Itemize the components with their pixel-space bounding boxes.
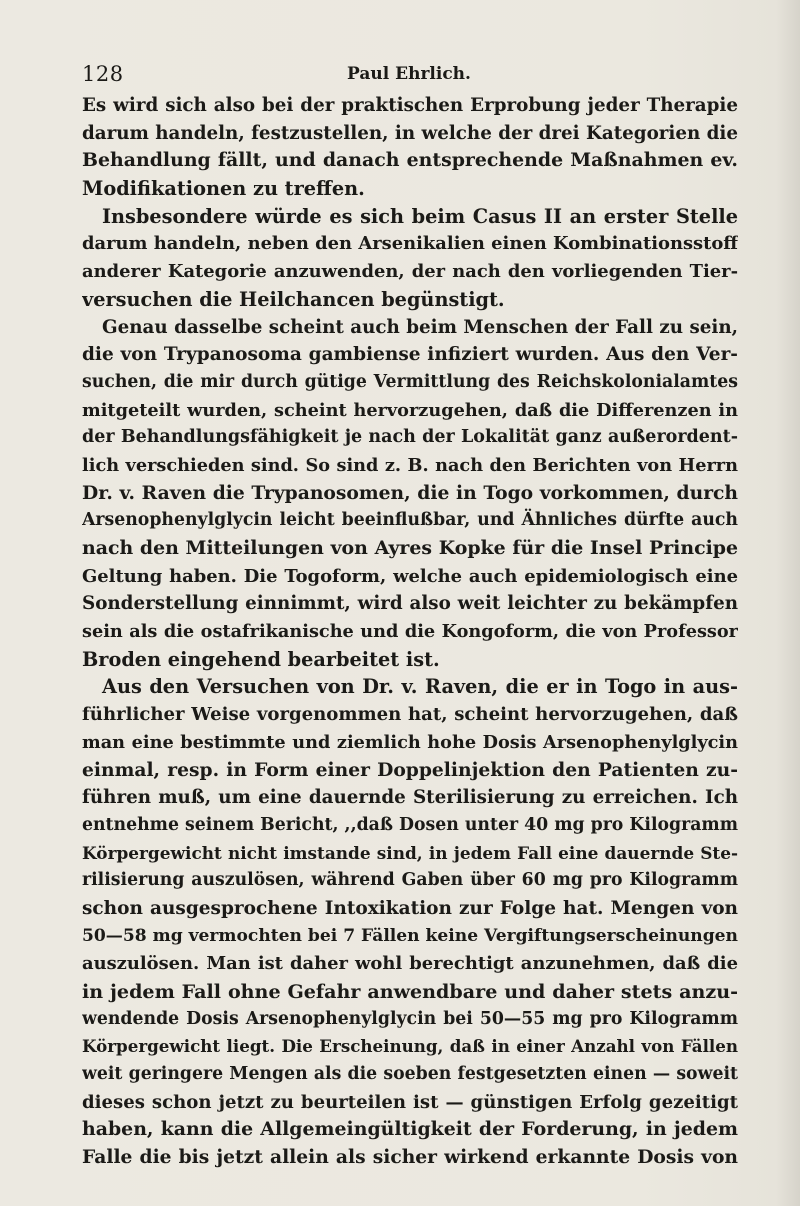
running-head: Paul Ehrlich. [347,64,471,84]
text-line: führen muß, um eine dauernde Sterilisierung zu erreichen. Ich [82,787,738,809]
text-line: rilisierung auszulösen, während Gaben über 60 mg pro Kilogramm [82,870,738,891]
text-line: Es wird sich also bei der praktischen Erprobung jeder Therapie [82,95,738,116]
text-line: suchen, die mir durch gütige Vermittlung des Reichskolonialamtes [82,371,738,392]
text-line: einmal, resp. in Form einer Doppelinjektion den Patienten zu- [82,758,738,781]
text-line: anderer Kategorie anzuwenden, der nach den vorliegenden Tier- [82,261,738,283]
page-header [82,62,736,88]
text-line: Broden eingehend bearbeitet ist. [82,647,440,671]
text-line: Falle die bis jetzt allein als sicher wirkend erkannte Dosis von [82,1146,738,1169]
text-line: man eine bestimmte und ziemlich hohe Dosis Arsenophenylglycin [82,731,738,753]
text-line: darum handeln, festzustellen, in welche der drei Kategorien die [82,122,738,144]
text-line: Insbesondere würde es sich beim Casus II an erster Stelle [102,204,738,228]
body-text [82,92,738,1172]
text-line: Körpergewicht nicht imstande sind, in jedem Fall eine dauernde Ste- [82,842,738,863]
text-line: nach den Mitteilungen von Ayres Kopke für die Insel Principe [82,537,738,559]
text-line: Aus den Versuchen von Dr. v. Raven, die er in Togo in aus- [102,675,738,699]
text-line: der Behandlungsfähigkeit je nach der Lokalität ganz außerordent- [82,427,738,448]
text-line: entnehme seinem Bericht, ,,daß Dosen unter 40 mg pro Kilogramm [82,814,738,835]
text-line: Behandlung fällt, und danach entsprechende Maßnahmen ev. [82,149,738,172]
text-line: in jedem Fall ohne Gefahr anwendbare und daher stets anzu- [82,980,738,1003]
text-line: 50—58 mg vermochten bei 7 Fällen keine Vergiftungserscheinungen [82,925,738,946]
text-line: weit geringere Mengen als die soeben festgesetzten einen — soweit [82,1064,738,1085]
text-line: sein als die ostafrikanische und die Kongoform, die von Professor [82,621,738,643]
text-line: dieses schon jetzt zu beurteilen ist — günstigen Erfolg gezeitigt [82,1091,738,1113]
text-line: lich verschieden sind. So sind z. B. nach den Berichten von Herrn [82,454,738,476]
text-line: haben, kann die Allgemeingültigkeit der Forderung, in jedem [82,1118,738,1141]
text-line: Sonderstellung einnimmt, wird also weit leichter zu bekämpfen [82,593,738,615]
text-line: Genau dasselbe scheint auch beim Menschen der Fall zu sein, [102,316,738,338]
text-line: Modifikationen zu treffen. [82,177,365,201]
text-line: mitgeteilt wurden, scheint hervorzugehen, daß die Differenzen in [82,399,738,421]
text-line: Arsenophenylglycin leicht beeinflußbar, und Ähnliches dürfte auch [82,510,738,531]
text-line: auszulösen. Man ist daher wohl berechtigt anzunehmen, daß die [82,953,738,975]
text-line: schon ausgesprochene Intoxikation zur Folge hat. Mengen von [82,897,738,919]
page-number: 128 [82,62,124,86]
text-line: Dr. v. Raven die Trypanosomen, die in Togo vorkommen, durch [82,481,738,504]
text-line: darum handeln, neben den Arsenikalien einen Kombinationsstoff [82,233,738,255]
text-line: Körpergewicht liegt. Die Erscheinung, daß in einer Anzahl von Fällen [82,1036,738,1057]
text-line: wendende Dosis Arsenophenylglycin bei 50—55 mg pro Kilogramm [82,1008,738,1029]
text-line: die von Trypanosoma gambiense infiziert wurden. Aus den Ver- [82,344,738,366]
text-line: führlicher Weise vorgenommen hat, scheint hervorzugehen, daß [82,704,738,726]
text-line: Geltung haben. Die Togoform, welche auch epidemiologisch eine [82,565,738,587]
text-line: versuchen die Heilchancen begünstigt. [82,287,505,311]
